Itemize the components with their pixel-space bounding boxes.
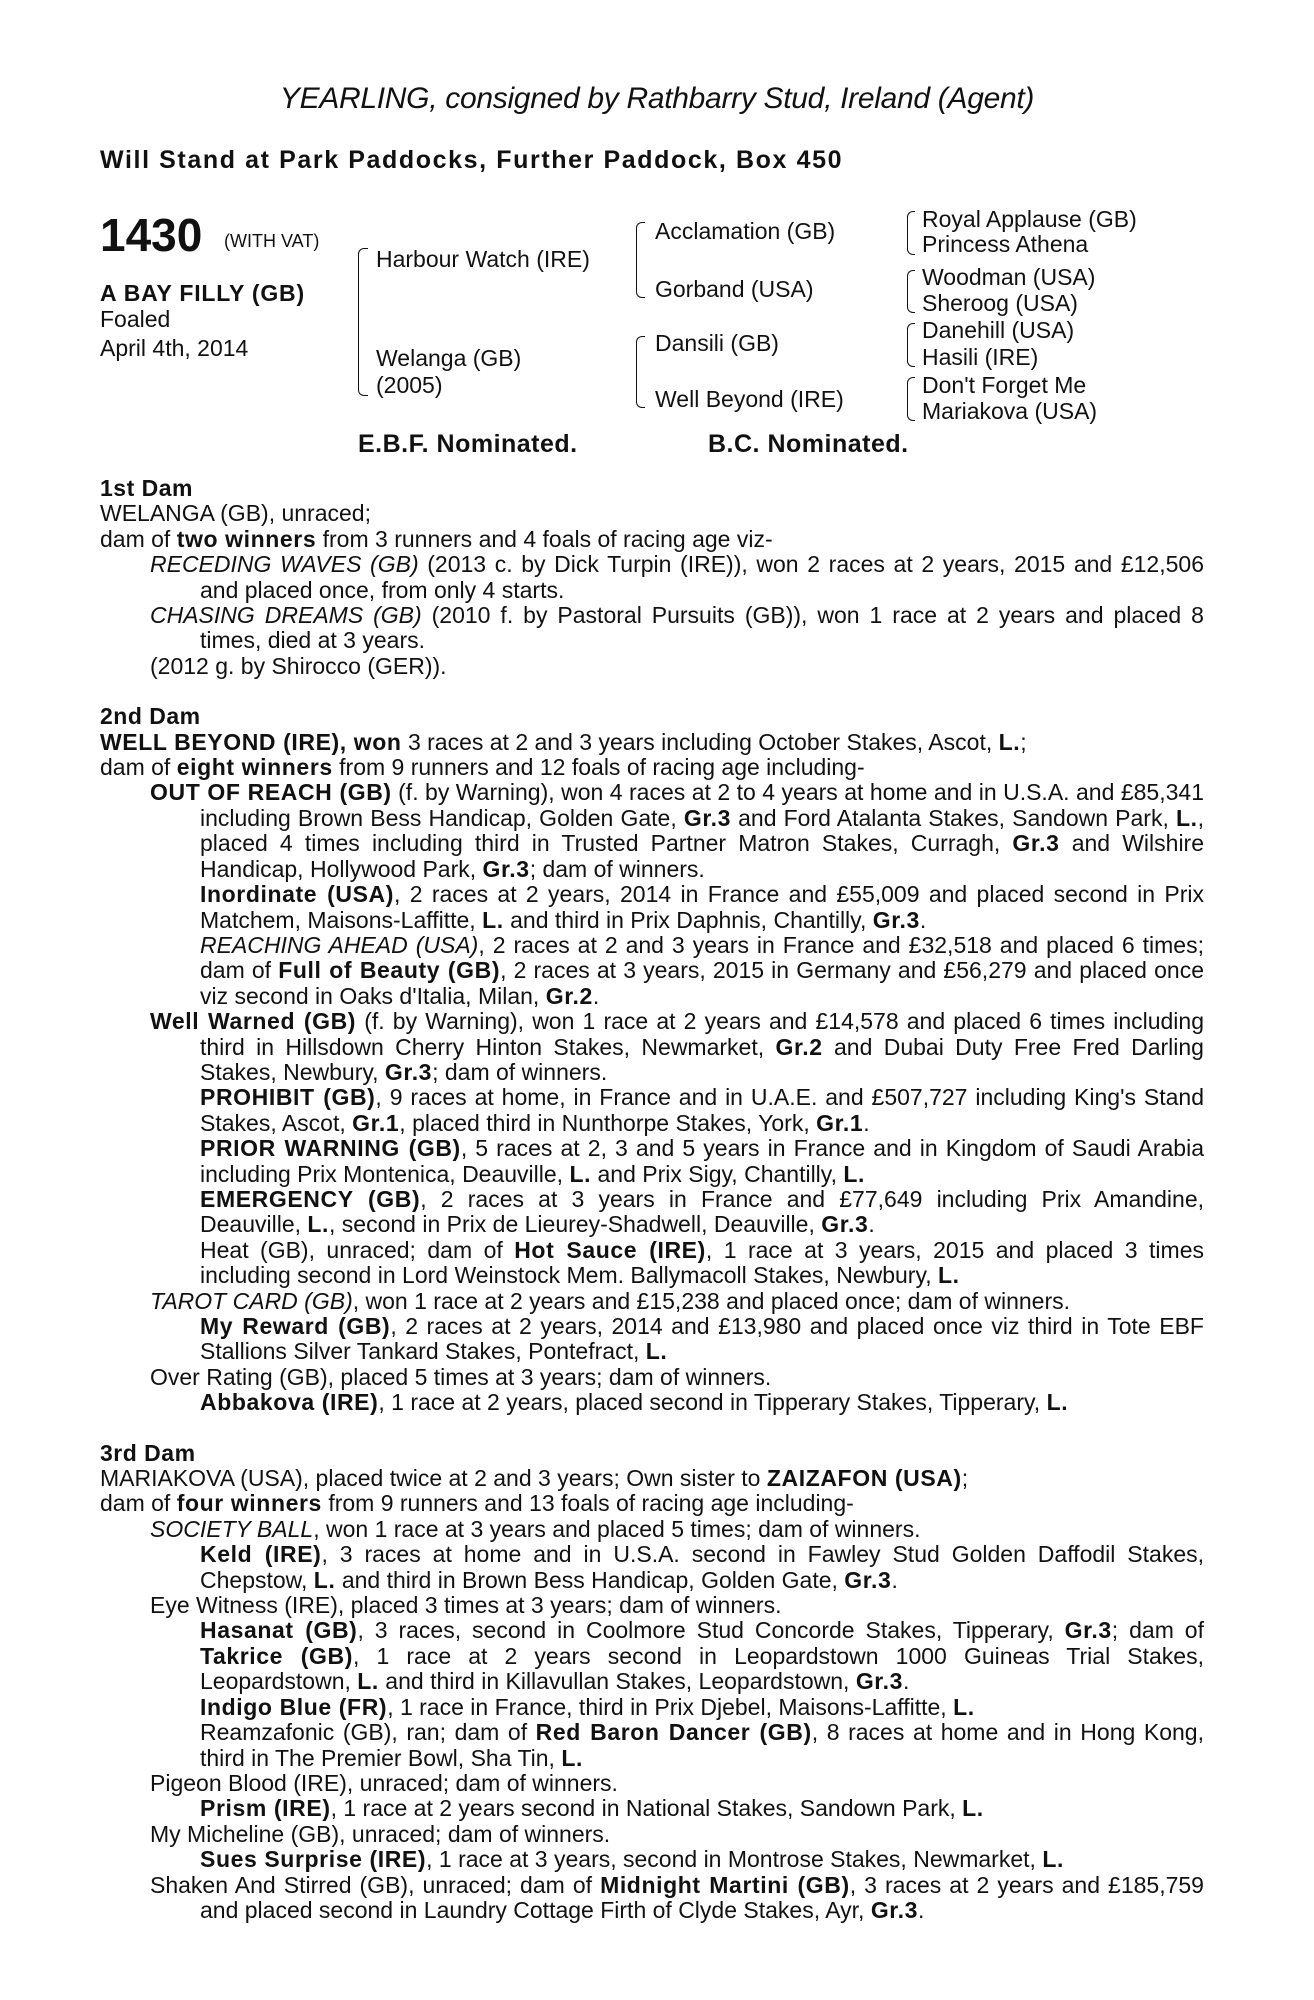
- pedigree-brace-g2: [907, 270, 915, 313]
- second-dam-grandproduce-1: Inordinate (USA), 2 races at 2 years, 2014 in France and £55,009 and placed second in Prix Matchem, Maisons-Laffitte, L. and third in Prix Daphnis, Chantilly, Gr.3.: [200, 881, 1204, 933]
- second-dam-produce-3: TAROT CARD (GB), won 1 race at 2 years and £15,238 and placed once; dam of winners.: [150, 1287, 1071, 1314]
- foaled-info: [100, 305, 248, 363]
- pedigree-brace-g3: [907, 323, 915, 367]
- second-dam-grandproduce-7: My Reward (GB), 2 races at 2 years, 2014 and £13,980 and placed once viz third in Tote EBF Stallions Silver Tankard Stakes, Pontefract, L.: [200, 1313, 1204, 1365]
- third-dam-produce-5: Shaken And Stirred (GB), unraced; dam of Midnight Martini (GB), 3 races at 2 years and £185,759 and placed second in Laundry Cottage Firth of Clyde Stakes, Ayr, Gr.3.: [150, 1871, 1204, 1923]
- third-dam-produce-4: My Micheline (GB), unraced; dam of winners.: [150, 1820, 611, 1847]
- pedigree-brace-main: [358, 248, 368, 396]
- second-dam-heading: 2nd Dam: [100, 703, 201, 730]
- pedigree-brace-g1: [907, 211, 915, 255]
- second-dam-line: WELL BEYOND (IRE), won 3 races at 2 and 3 years including October Stakes, Ascot, L.;: [100, 728, 1027, 755]
- pedigree-sire-dam: Gorband (USA): [655, 276, 814, 302]
- third-dam-line: MARIAKOVA (USA), placed twice at 2 and 3 years; Own sister to ZAIZAFON (USA);: [100, 1465, 969, 1492]
- pedigree-g4: Sheroog (USA): [922, 290, 1078, 316]
- pedigree-g7: Don't Forget Me: [922, 372, 1087, 398]
- first-dam-line: WELANGA (GB), unraced;: [100, 500, 371, 527]
- second-dam-produce-2: Well Warned (GB) (f. by Warning), won 1 race at 2 years and £14,578 and placed 6 times including third in Hillsdown Cherry Hinton Stakes, Newmarket, Gr.2 and Dubai Duty Free Fred Darling Stakes, Newbury, Gr.3; dam of winners.: [150, 1008, 1204, 1085]
- pedigree-dam: Welanga (GB): [376, 345, 522, 371]
- second-dam-grandproduce-5: EMERGENCY (GB), 2 races at 3 years in France and £77,649 including Prix Amandine, Deauville, L., second in Prix de Lieurey-Shadwell, Deauville, Gr.3.: [200, 1185, 1204, 1238]
- first-dam-heading: 1st Dam: [100, 475, 193, 501]
- pedigree-g3: Woodman (USA): [922, 264, 1096, 290]
- first-dam-produce-2: CHASING DREAMS (GB) (2010 f. by Pastoral Pursuits (GB)), won 1 race at 2 years and placed 8 times, died at 3 years.: [150, 602, 1204, 654]
- bc-nomination: B.C. Nominated.: [708, 430, 909, 458]
- third-dam-grandproduce-1: Keld (IRE), 3 races at home and in U.S.A. second in Fawley Stud Golden Daffodil Stakes, Chepstow, L. and third in Brown Bess Handicap, Golden Gate, Gr.3.: [200, 1541, 1205, 1593]
- third-dam-grandproduce-6: Sues Surprise (IRE), 1 race at 3 years, second in Montrose Stakes, Newmarket, L.: [200, 1846, 1064, 1873]
- foaled-label: Foaled: [100, 306, 171, 332]
- pedigree-sire-sire: Acclamation (GB): [655, 218, 836, 244]
- second-dam-grandproduce-3: PROHIBIT (GB), 9 races at home, in France and in U.A.E. and £507,727 including King's Stand Stakes, Ascot, Gr.1, placed third in Nunthorpe Stakes, York, Gr.1.: [200, 1084, 1204, 1136]
- first-dam-summary: dam of two winners from 3 runners and 4 foals of racing age viz-: [100, 525, 773, 552]
- vat-note: (WITH VAT): [224, 231, 320, 251]
- pedigree-sire: Harbour Watch (IRE): [376, 246, 590, 272]
- second-dam-produce-1: OUT OF REACH (GB) (f. by Warning), won 4 races at 2 to 4 years at home and in U.S.A. and £85,341 including Brown Bess Handicap, Golden Gate, Gr.3 and Ford Atalanta Stakes, Sandown Park, L., placed 4 times including third in Trusted Partner Matron Stakes, Curragh, Gr.3 and Wilshire Handicap, Hollywood Park, Gr.3; dam of winners.: [150, 779, 1205, 882]
- stand-location: Will Stand at Park Paddocks, Further Paddock, Box 450: [100, 146, 844, 174]
- second-dam-grandproduce-8: Abbakova (IRE), 1 race at 2 years, placed second in Tipperary Stakes, Tipperary, L.: [200, 1389, 1069, 1416]
- pedigree-brace-sire: [636, 222, 645, 298]
- pedigree-g5: Danehill (USA): [922, 317, 1075, 343]
- second-dam-summary: dam of eight winners from 9 runners and 12 foals of racing age including-: [100, 754, 865, 781]
- pedigree-dam-dam: Well Beyond (IRE): [655, 386, 844, 412]
- third-dam-grandproduce-3: Indigo Blue (FR), 1 race in France, third in Prix Djebel, Maisons-Laffitte, L.: [200, 1693, 975, 1720]
- produce-record: [100, 476, 1204, 1923]
- third-dam-produce-1: SOCIETY BALL, won 1 race at 3 years and placed 5 times; dam of winners.: [150, 1515, 921, 1542]
- first-dam-produce-3: (2012 g. by Shirocco (GER)).: [150, 652, 447, 679]
- second-dam-grandproduce-6: Heat (GB), unraced; dam of Hot Sauce (IRE), 1 race at 3 years, 2015 and placed 3 times including second in Lord Weinstock Mem. Ballymacoll Stakes, Newbury, L.: [200, 1236, 1204, 1289]
- foaled-date: April 4th, 2014: [100, 335, 249, 361]
- third-dam-grandproduce-4: Reamzafonic (GB), ran; dam of Red Baron Dancer (GB), 8 races at home and in Hong Kong, third in The Premier Bowl, Sha Tin, L.: [200, 1719, 1204, 1771]
- pedigree-g1: Royal Applause (GB): [922, 206, 1137, 232]
- third-dam-grandproduce-2: Hasanat (GB), 3 races, second in Coolmore Stud Concorde Stakes, Tipperary, Gr.3; dam of Takrice (GB), 1 race at 2 years second in Leopardstown 1000 Guineas Trial Stakes, Leopardstown, L. and third in Killavullan Stakes, Leopardstown, Gr.3.: [200, 1617, 1204, 1695]
- ebf-nomination: E.B.F. Nominated.: [358, 430, 578, 458]
- second-dam-produce-4: Over Rating (GB), placed 5 times at 3 years; dam of winners.: [150, 1363, 772, 1390]
- first-dam-produce-1: RECEDING WAVES (GB) (2013 c. by Dick Turpin (IRE)), won 2 races at 2 years, 2015 and £12,506 and placed once, from only 4 starts.: [150, 551, 1204, 603]
- third-dam-produce-3: Pigeon Blood (IRE), unraced; dam of winners.: [150, 1769, 618, 1796]
- lot-number: 1430: [100, 209, 203, 261]
- second-dam-grandproduce-4: PRIOR WARNING (GB), 5 races at 2, 3 and 5 years in France and in Kingdom of Saudi Arabia including Prix Montenica, Deauville, L. and Prix Sigy, Chantilly, L.: [200, 1135, 1204, 1187]
- pedigree-brace-dam: [636, 336, 645, 408]
- pedigree-dam-year: (2005): [376, 372, 443, 398]
- third-dam-produce-2: Eye Witness (IRE), placed 3 times at 3 years; dam of winners.: [150, 1592, 782, 1619]
- horse-name: A BAY FILLY (GB): [100, 280, 305, 306]
- pedigree-dam-sire: Dansili (GB): [655, 330, 779, 356]
- consignor-line: YEARLING, consigned by Rathbarry Stud, Ireland (Agent): [279, 82, 1035, 115]
- third-dam-summary: dam of four winners from 9 runners and 13 foals of racing age including-: [100, 1490, 854, 1517]
- pedigree-g2: Princess Athena: [922, 231, 1089, 257]
- third-dam-grandproduce-5: Prism (IRE), 1 race at 2 years second in National Stakes, Sandown Park, L.: [200, 1795, 984, 1822]
- pedigree-g8: Mariakova (USA): [922, 398, 1098, 424]
- third-dam-heading: 3rd Dam: [100, 1439, 196, 1466]
- pedigree-brace-g4: [907, 377, 915, 421]
- pedigree-g6: Hasili (IRE): [922, 344, 1039, 370]
- second-dam-grandproduce-2: REACHING AHEAD (USA), 2 races at 2 and 3 years in France and £32,518 and placed 6 times; dam of Full of Beauty (GB), 2 races at 3 years, 2015 in Germany and £56,279 and placed once viz second in Oaks d'Italia, Milan, Gr.2.: [200, 931, 1204, 1009]
